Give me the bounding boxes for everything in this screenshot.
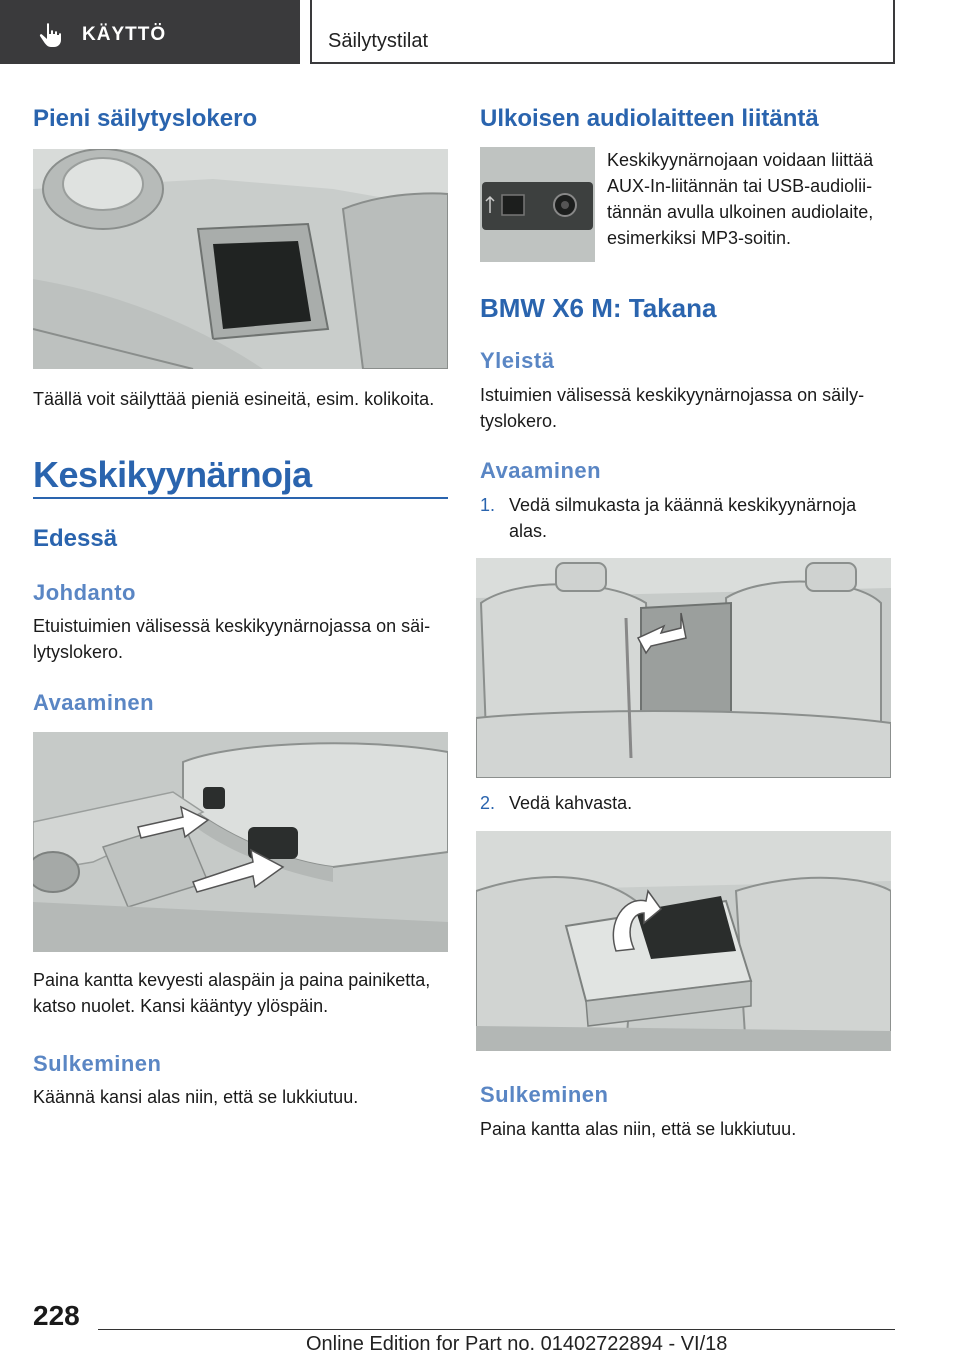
section-rule bbox=[33, 497, 448, 499]
front-title: Edessä bbox=[33, 525, 118, 552]
intro-title: Johdanto bbox=[33, 580, 136, 605]
general-line-1: Istuimien välisessä keskikyynärnojassa on säily- bbox=[480, 385, 865, 405]
step-2-text: Vedä kahvasta. bbox=[509, 793, 633, 813]
audio-line-4: esimerkiksi MP3-soitin. bbox=[607, 228, 792, 248]
front-open-title: Avaaminen bbox=[33, 690, 155, 715]
general-title: Yleistä bbox=[480, 348, 555, 373]
rear-seat-image bbox=[476, 558, 891, 778]
audio-line-2: AUX-In-liitännän tai USB-audiolii- bbox=[607, 176, 873, 196]
section-tab[interactable] bbox=[0, 0, 300, 64]
edition-text: Online Edition for Part no. 01402722894 - VI/18 bbox=[306, 1333, 728, 1355]
audio-title: Ulkoisen audiolaitteen liitäntä bbox=[480, 105, 819, 132]
topic-label: Säilytystilat bbox=[328, 30, 429, 52]
general-line-2: tyslokero. bbox=[480, 411, 558, 431]
step-2-number: 2. bbox=[480, 793, 496, 813]
rear-armrest-image bbox=[476, 831, 891, 1051]
x6m-title: BMW X6 M: Takana bbox=[480, 293, 717, 323]
front-close-text: Käännä kansi alas niin, että se lukkiutuu. bbox=[33, 1087, 359, 1107]
step-1-number: 1. bbox=[480, 495, 496, 515]
front-close-title: Sulkeminen bbox=[33, 1051, 162, 1076]
topic-header bbox=[310, 0, 895, 64]
aux-usb-image bbox=[480, 147, 595, 262]
step-1-line-2: alas. bbox=[509, 521, 548, 541]
audio-line-3: tännän avulla ulkoinen audiolaite, bbox=[607, 202, 874, 222]
small-storage-text: Täällä voit säilyttää pieniä esineitä, esim. kolikoita. bbox=[33, 389, 435, 409]
footer-rule bbox=[98, 1329, 895, 1330]
intro-line-2: lytyslokero. bbox=[33, 642, 124, 662]
page-number: 228 bbox=[33, 1300, 80, 1331]
small-storage-image bbox=[33, 149, 448, 369]
rear-close-title: Sulkeminen bbox=[480, 1082, 609, 1107]
rear-open-title: Avaaminen bbox=[480, 458, 602, 483]
intro-line-1: Etuistuimien välisessä keskikyynärnojassa on säi- bbox=[33, 616, 431, 636]
front-armrest-image bbox=[33, 732, 448, 952]
front-open-line-2: katso nuolet. Kansi kääntyy ylöspäin. bbox=[33, 996, 329, 1016]
step-1-line-1: Vedä silmukasta ja käännä keskikyynärnoja bbox=[509, 495, 857, 515]
front-open-line-1: Paina kantta kevyesti alaspäin ja paina painiketta, bbox=[33, 970, 431, 990]
hand-pointer-icon bbox=[38, 22, 64, 48]
section-label: KÄYTTÖ bbox=[82, 24, 167, 45]
small-storage-title: Pieni säilytyslokero bbox=[33, 105, 258, 132]
rear-close-text: Paina kantta alas niin, että se lukkiutuu. bbox=[480, 1119, 797, 1139]
audio-line-1: Keskikyynärnojaan voidaan liittää bbox=[607, 150, 874, 170]
armrest-title: Keskikyynärnoja bbox=[33, 454, 312, 495]
